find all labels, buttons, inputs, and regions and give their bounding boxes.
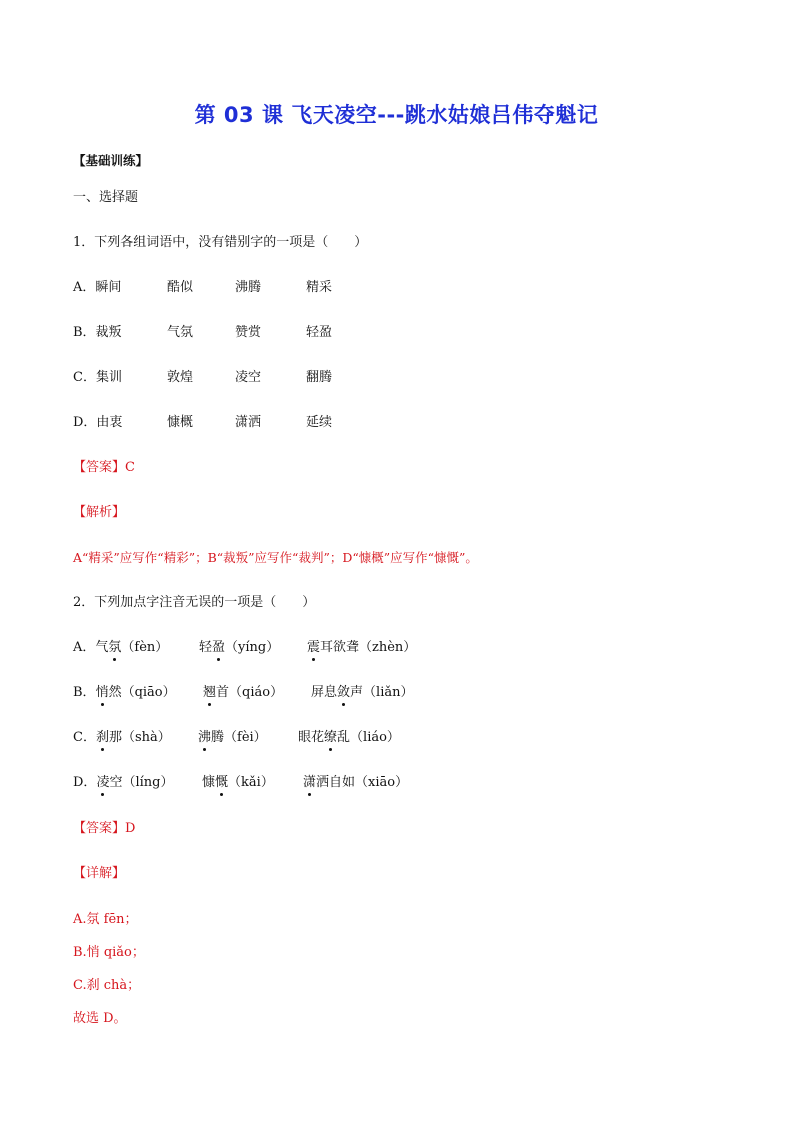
q2-option-item: 震耳欲聋（zhèn） <box>307 640 417 655</box>
emphasis-dot-char: 潇 <box>303 775 317 790</box>
emphasis-dot-char: 盈 <box>212 640 226 655</box>
q1-option-word: 翻腾 <box>306 370 333 385</box>
q1-option-label: A．瞬间 <box>73 280 122 295</box>
q1-option-label: B．裁叛 <box>73 325 122 340</box>
q1-option-word: 潇洒 <box>235 415 262 430</box>
subsection-heading: 一、选择题 <box>73 190 139 205</box>
q2-analysis-line: 故选 D。 <box>73 1011 127 1026</box>
q1-option-word: 凌空 <box>235 370 262 385</box>
q1-option-word: 赞赏 <box>235 325 262 340</box>
q2-option-item: 沸腾（fèi） <box>198 730 267 745</box>
q1-option-label: D．由衷 <box>73 415 123 430</box>
q1-option-word: 气氛 <box>167 325 194 340</box>
q1-option-label: C．集训 <box>73 370 122 385</box>
emphasis-dot-char: 敛 <box>337 685 351 700</box>
emphasis-dot-char: 刹 <box>95 730 109 745</box>
q2-option-item: B．悄然（qiāo） <box>73 685 176 700</box>
emphasis-dot-char: 慨 <box>215 775 229 790</box>
q2-answer: 【答案】D <box>73 821 136 836</box>
q2-option-item: 屏息敛声（liǎn） <box>311 685 414 700</box>
q2-option-item: 潇洒自如（xiāo） <box>303 775 409 790</box>
q2-option-item: 轻盈（yíng） <box>199 640 280 655</box>
page-title: 第 03 课 飞天凌空---跳水姑娘吕伟夺魁记 <box>194 103 599 127</box>
q1-option-word: 沸腾 <box>235 280 262 295</box>
q2-analysis-line: A.氛 fēn； <box>73 912 138 927</box>
emphasis-dot-char: 缭 <box>324 730 338 745</box>
q2-option-item: 翘首（qiáo） <box>203 685 284 700</box>
q2-option-item: D．凌空（líng） <box>73 775 174 790</box>
q2-option-item: 眼花缭乱（liáo） <box>298 730 400 745</box>
emphasis-dot-char: 凌 <box>96 775 110 790</box>
q1-stem: 1．下列各组词语中，没有错别字的一项是（ ） <box>73 235 368 250</box>
emphasis-dot-char: 震 <box>307 640 321 655</box>
q1-option-word: 轻盈 <box>306 325 333 340</box>
q2-option-item: 慷慨（kǎi） <box>202 775 274 790</box>
q2-option-item: C．刹那（shà） <box>73 730 171 745</box>
q1-option-word: 慷概 <box>167 415 194 430</box>
emphasis-dot-char: 沸 <box>198 730 212 745</box>
q1-option-word: 敦煌 <box>167 370 194 385</box>
emphasis-dot-char: 翘 <box>203 685 217 700</box>
q1-answer: 【答案】C <box>73 460 135 475</box>
q1-option-word: 精采 <box>306 280 333 295</box>
q2-analysis-line: C.刹 chà； <box>73 978 141 993</box>
q2-analysis-line: B.悄 qiǎo； <box>73 945 145 960</box>
q1-option-word: 酷似 <box>167 280 194 295</box>
emphasis-dot-char: 氛 <box>108 640 122 655</box>
section-heading: 【基础训练】 <box>73 153 149 168</box>
q2-analysis-heading: 【详解】 <box>73 866 126 881</box>
emphasis-dot-char: 悄 <box>95 685 109 700</box>
q2-option-item: A．气氛（fèn） <box>73 640 169 655</box>
q1-option-word: 延续 <box>306 415 333 430</box>
q1-analysis-heading: 【解析】 <box>73 505 126 520</box>
q2-stem: 2．下列加点字注音无误的一项是（ ） <box>73 595 316 610</box>
q1-analysis: A“精采”应写作“精彩”；B“裁叛”应写作“裁判”；D“慷概”应写作“慷慨”。 <box>73 550 478 565</box>
